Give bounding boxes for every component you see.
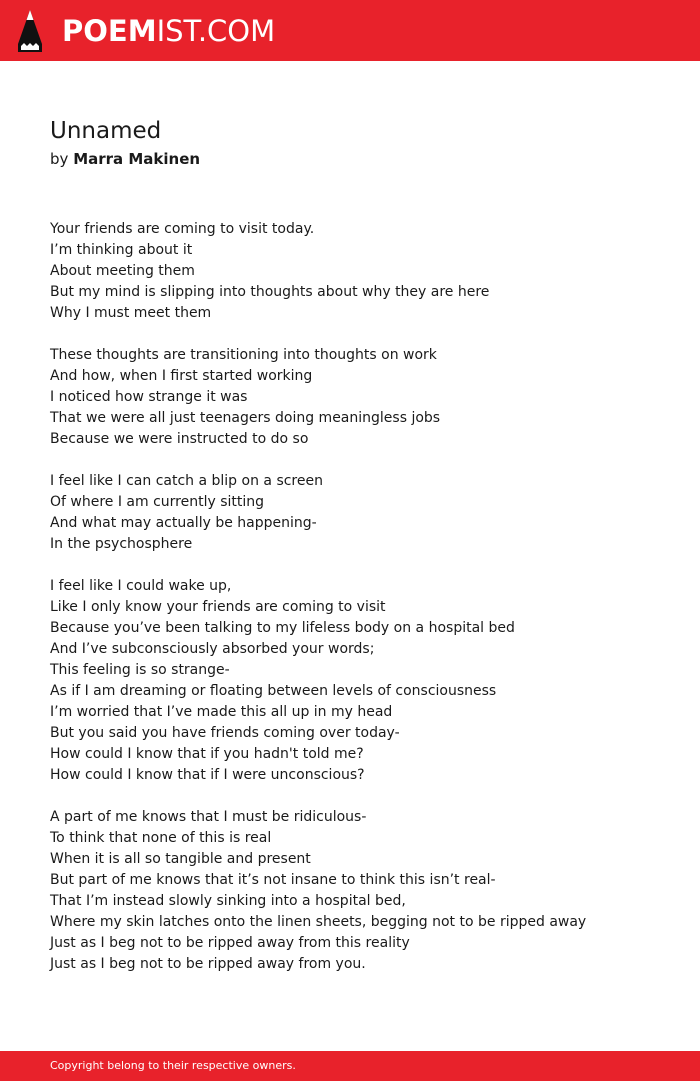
poem-line: But my mind is slipping into thoughts about why they are here: [50, 284, 490, 300]
poem-line: About meeting them: [50, 263, 195, 279]
byline-prefix: by: [50, 150, 69, 168]
stanza: [50, 471, 670, 555]
poem-body: [50, 219, 670, 996]
poem-line: And how, when I first started working: [50, 368, 313, 384]
poem-line: Where my skin latches onto the linen sheets, begging not to be ripped away: [50, 914, 587, 930]
poem-line: In the psychosphere: [50, 536, 193, 552]
poem-line: How could I know that if I were unconscious?: [50, 767, 365, 783]
poem-line: That we were all just teenagers doing meaningless jobs: [50, 410, 441, 426]
site-logo[interactable]: [62, 11, 275, 51]
stanza: [50, 345, 670, 450]
poem-byline: [50, 149, 200, 169]
poem-line: These thoughts are transitioning into thoughts on work: [50, 347, 437, 363]
poem-line: This feeling is so strange-: [50, 662, 230, 678]
poem-line: I noticed how strange it was: [50, 389, 248, 405]
site-header: [0, 0, 700, 61]
poem-line: How could I know that if you hadn't told me?: [50, 746, 364, 762]
stanza: [50, 576, 670, 786]
logo-text-bold: POEM: [62, 14, 157, 48]
poem-line: And what may actually be happening-: [50, 515, 317, 531]
poem-line: Because you’ve been talking to my lifeless body on a hospital bed: [50, 620, 515, 636]
site-footer: [0, 1051, 700, 1081]
poem-line: When it is all so tangible and present: [50, 851, 311, 867]
poem-line: To think that none of this is real: [50, 830, 272, 846]
stanza: [50, 807, 670, 975]
stanza: [50, 219, 670, 324]
poem-line: As if I am dreaming or floating between levels of consciousness: [50, 683, 497, 699]
poem-line: Of where I am currently sitting: [50, 494, 265, 510]
pencil-tip-icon[interactable]: [18, 10, 42, 52]
poem-line: Just as I beg not to be ripped away from this reality: [50, 935, 410, 951]
poem-line: I’m worried that I’ve made this all up in my head: [50, 704, 393, 720]
poem-line: Because we were instructed to do so: [50, 431, 309, 447]
poem-title: Unnamed: [50, 118, 162, 144]
poem-line: Why I must meet them: [50, 305, 212, 321]
poem-line: Your friends are coming to visit today.: [50, 221, 315, 237]
copyright-notice: Copyright belong to their respective owners.: [50, 1059, 296, 1072]
poem-line: That I’m instead slowly sinking into a hospital bed,: [50, 893, 406, 909]
poem-line: But part of me knows that it’s not insane to think this isn’t real-: [50, 872, 496, 888]
poem-line: Like I only know your friends are coming to visit: [50, 599, 386, 615]
author-name: Marra Makinen: [73, 150, 201, 168]
poem-line: Just as I beg not to be ripped away from you.: [50, 956, 366, 972]
poem-line: I feel like I could wake up,: [50, 578, 232, 594]
poem-line: I feel like I can catch a blip on a screen: [50, 473, 323, 489]
poem-line: But you said you have friends coming over today-: [50, 725, 400, 741]
poem-line: And I’ve subconsciously absorbed your words;: [50, 641, 375, 657]
poem-line: I’m thinking about it: [50, 242, 193, 258]
logo-text-light: IST.COM: [156, 14, 276, 48]
poem-line: A part of me knows that I must be ridiculous-: [50, 809, 367, 825]
